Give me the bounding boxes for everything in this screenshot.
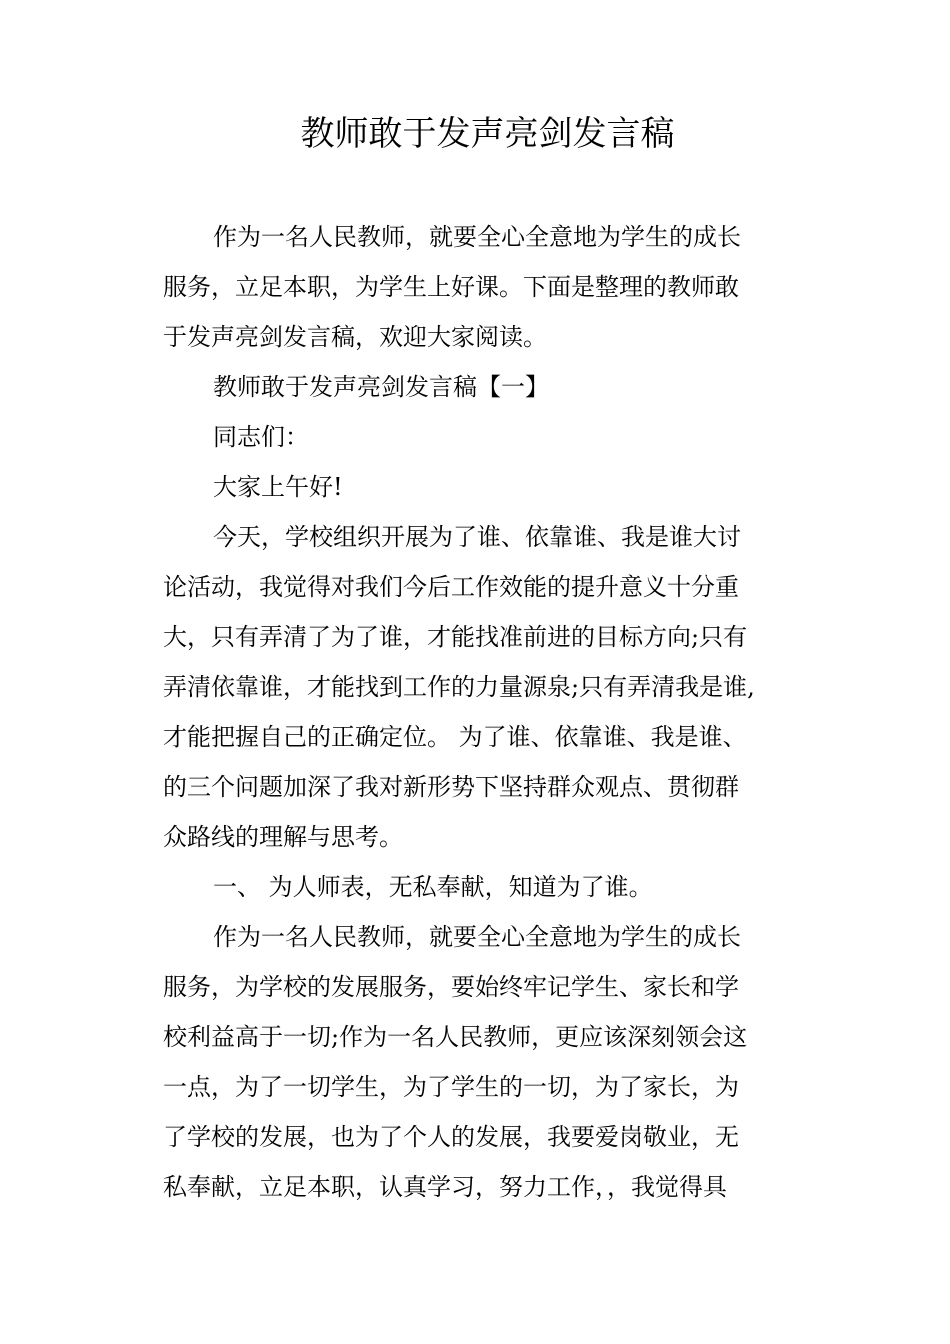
document-title: 教师敢于发声亮剑发言稿: [300, 113, 675, 154]
paragraph-line-1: 作为一名人民教师，就要全心全意地为学生的成长: [213, 223, 741, 251]
paragraph-line-19: 了学校的发展，也为了个人的发展，我要爱岗敬业，无: [163, 1123, 739, 1151]
paragraph-line-13: 众路线的理解与思考。: [163, 823, 403, 851]
paragraph-line-17: 校利益高于一切;作为一名人民教师，更应该深刻领会这: [163, 1023, 748, 1051]
paragraph-line-11: 才能把握自己的正确定位。 为了谁、依靠谁、我是谁、: [163, 723, 747, 751]
paragraph-line-18: 一点，为了一切学生，为了学生的一切，为了家长，为: [163, 1073, 739, 1101]
subsection-heading-1: 一、 为人师表，无私奉献，知道为了谁。: [213, 873, 653, 901]
paragraph-line-2: 服务，立足本职，为学生上好课。下面是整理的教师敢: [163, 273, 739, 301]
paragraph-line-9: 大，只有弄清了为了谁，才能找准前进的目标方向;只有: [163, 623, 748, 651]
paragraph-line-16: 服务，为学校的发展服务，要始终牢记学生、家长和学: [163, 973, 739, 1001]
paragraph-line-15: 作为一名人民教师，就要全心全意地为学生的成长: [213, 923, 741, 951]
paragraph-line-8: 论活动，我觉得对我们今后工作效能的提升意义十分重: [163, 573, 739, 601]
section-heading-1: 教师敢于发声亮剑发言稿【一】: [213, 373, 549, 401]
salutation-line: 同志们：: [213, 423, 309, 451]
greeting-line: 大家上午好!: [213, 473, 343, 501]
paragraph-line-3: 于发声亮剑发言稿，欢迎大家阅读。: [163, 323, 547, 351]
paragraph-line-10: 弄清依靠谁，才能找到工作的力量源泉;只有弄清我是谁,: [163, 673, 755, 701]
paragraph-line-12: 的三个问题加深了我对新形势下坚持群众观点、贯彻群: [163, 773, 739, 801]
paragraph-line-20: 私奉献，立足本职，认真学习，努力工作，，我觉得具: [163, 1173, 727, 1201]
paragraph-line-7: 今天，学校组织开展为了谁、依靠谁、我是谁大讨: [213, 523, 741, 551]
